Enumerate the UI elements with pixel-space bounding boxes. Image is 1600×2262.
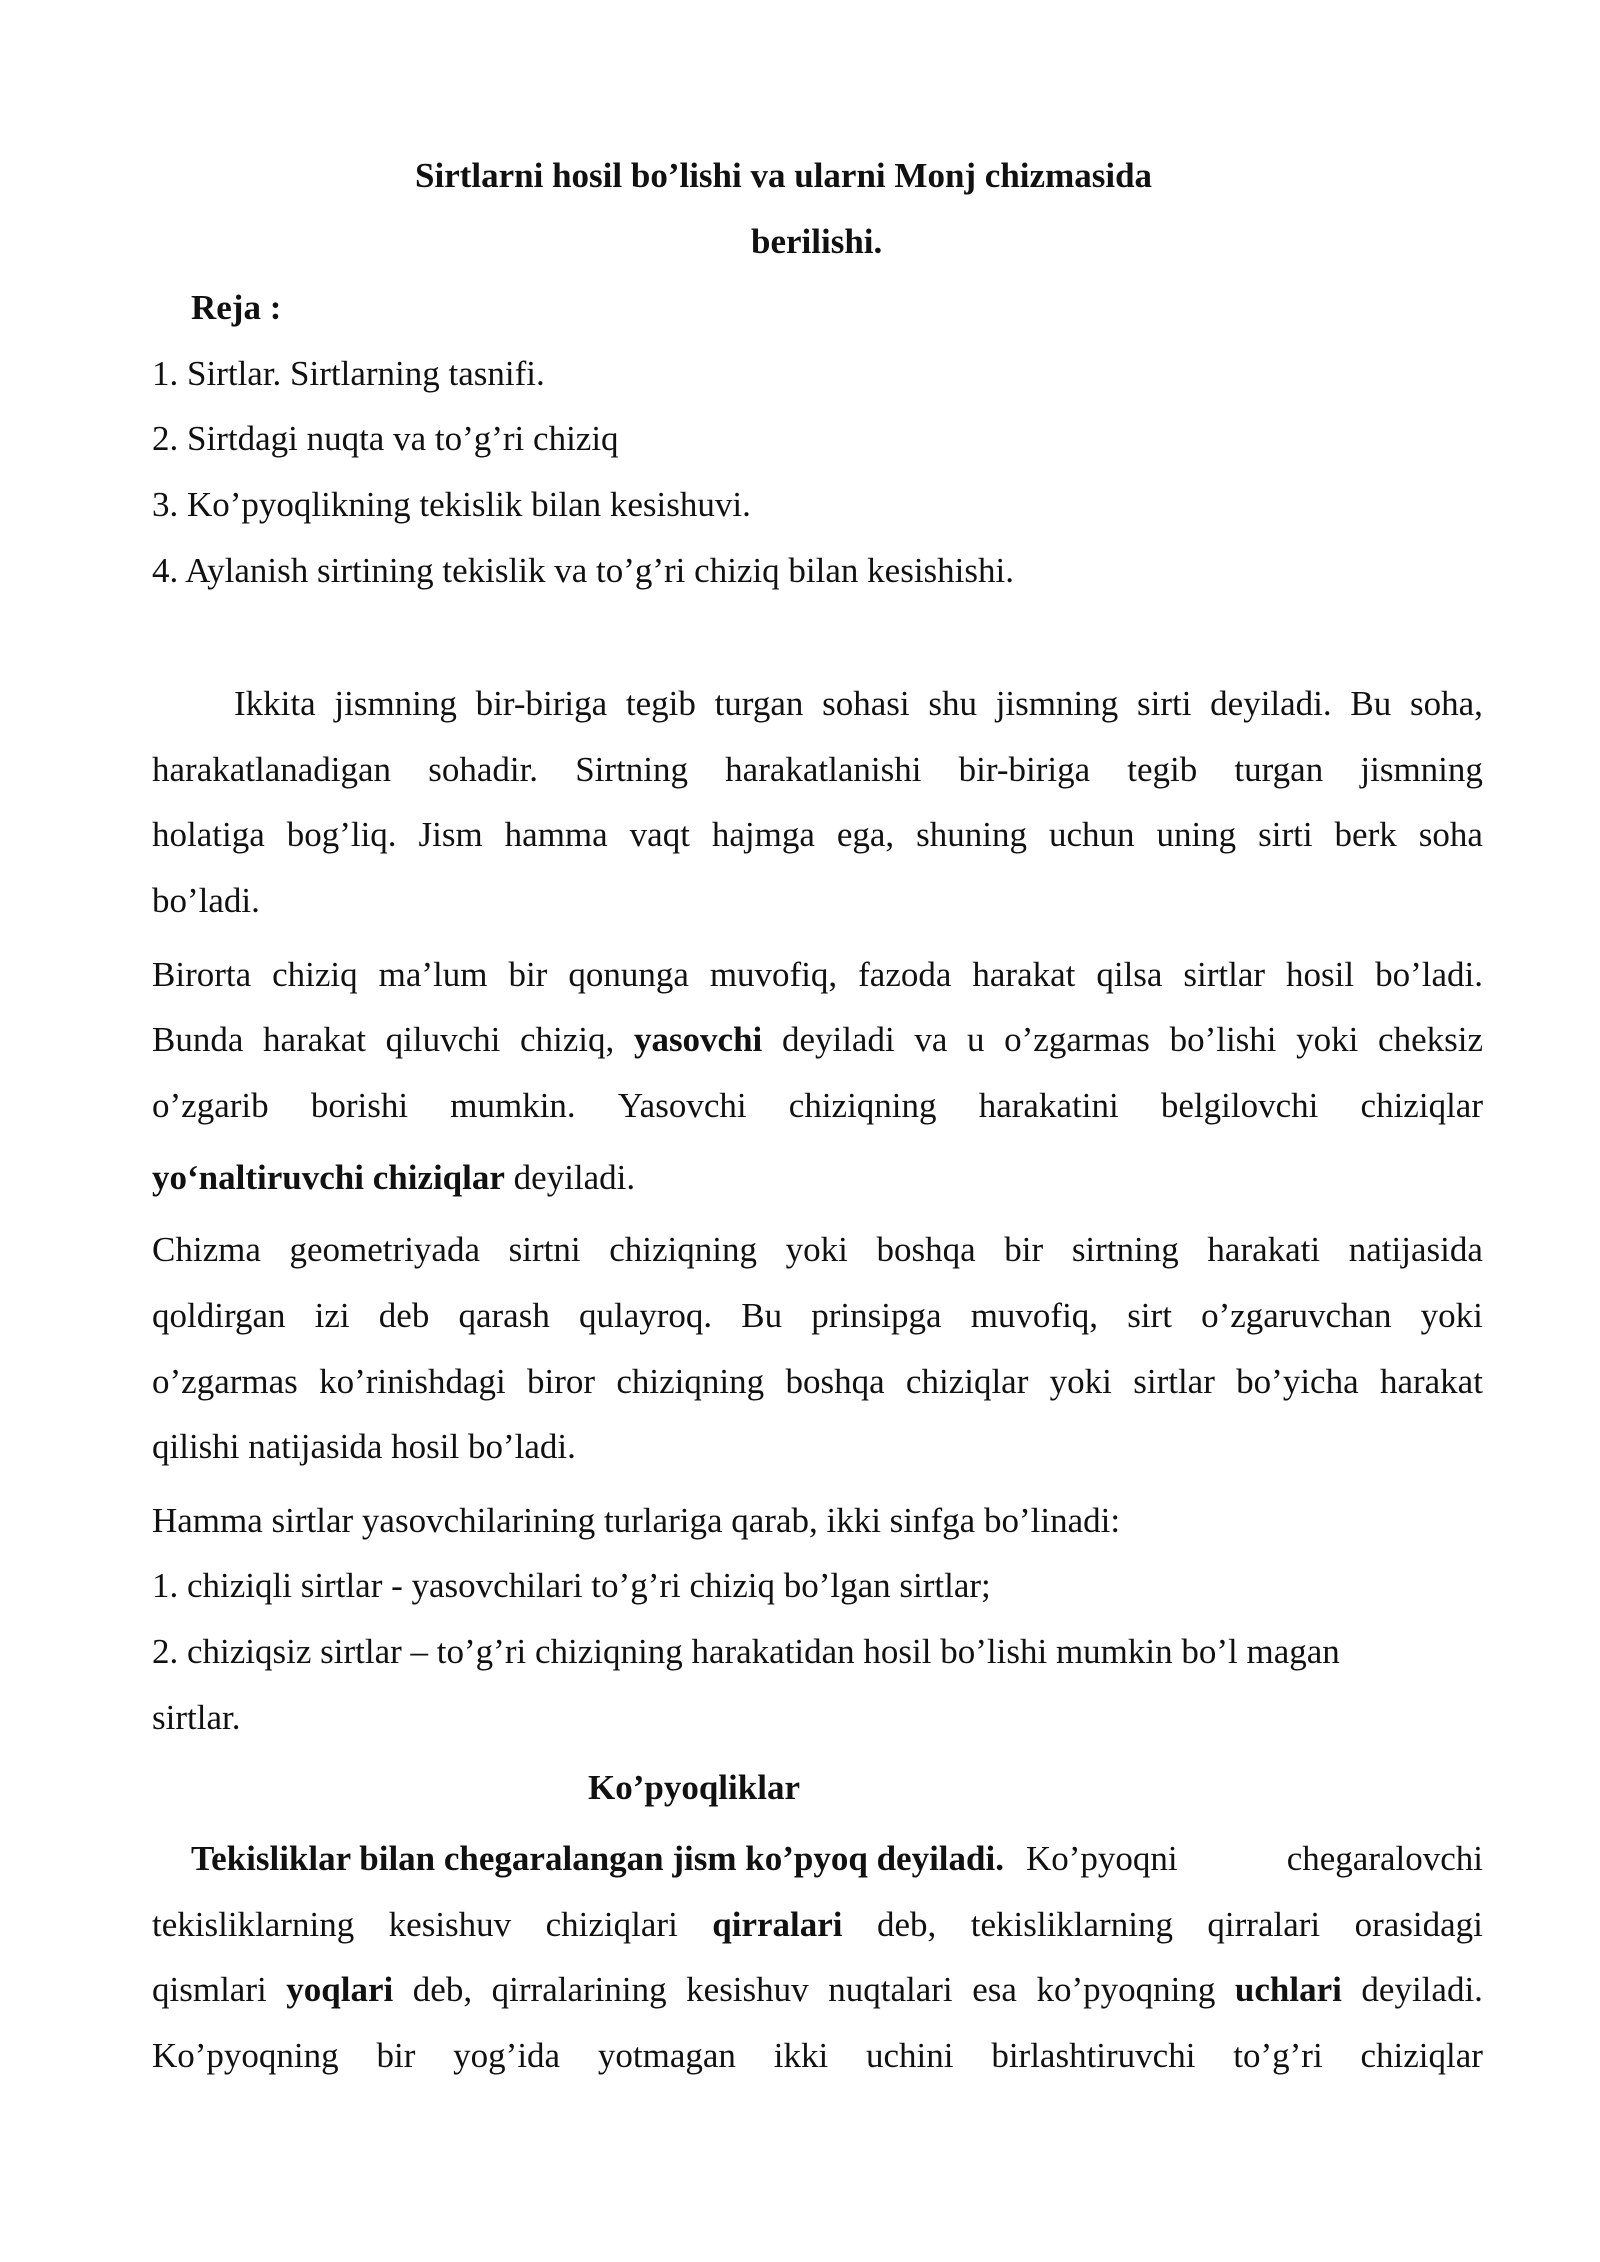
word: sirtlar: [1183, 955, 1266, 994]
paragraph-4-item-1: 1. chiziqli sirtlar - yasovchilari to’g’ri chiziq bo’lgan sirtlar;: [152, 1566, 991, 1605]
word: qiluvchi: [385, 1020, 501, 1059]
word: birlashtiruvchi: [991, 2036, 1196, 2075]
word: qonunga: [568, 955, 689, 994]
word: vaqt: [629, 815, 690, 854]
word: deyiladi.: [1361, 1970, 1483, 2009]
word: kesishuv: [388, 1905, 512, 1944]
word: o’zgarmas: [152, 1362, 298, 1401]
paragraph-5-line-1: [191, 1841, 1483, 1876]
word: yoki: [1420, 1296, 1483, 1335]
word: Jism: [418, 815, 483, 854]
word: bo’lishi: [1169, 1020, 1277, 1059]
word: uchun: [1048, 815, 1135, 854]
word: bo’yicha: [1236, 1362, 1359, 1401]
title-line-2: berilishi.: [751, 222, 883, 261]
word: deb,: [412, 1970, 473, 2009]
word: biror: [527, 1362, 596, 1401]
word: kesishuv: [686, 1970, 809, 2009]
word: shuning: [916, 815, 1027, 854]
word: uchini: [866, 2036, 954, 2075]
word: borishi: [310, 1086, 409, 1125]
term-yonaltiruvchi: yoʻnaltiruvchi chiziqlar: [152, 1158, 505, 1197]
word: geometriyada: [289, 1230, 480, 1269]
plan-item-1: 1. Sirtlar. Sirtlarning tasnifi.: [152, 354, 545, 393]
word: u: [967, 1020, 985, 1059]
word: ma’lum: [378, 955, 488, 994]
word: qismlari: [152, 1970, 267, 2009]
word: Bu: [741, 1296, 783, 1335]
word: chiziqning: [788, 1086, 937, 1125]
word: bir: [376, 2036, 416, 2075]
word: tegib: [1127, 750, 1198, 789]
word: jismning: [334, 684, 457, 723]
paragraph-1-line-2: [152, 752, 1483, 787]
word: bo’ladi.: [1375, 955, 1483, 994]
word: bir-biriga: [958, 750, 1091, 789]
word: tekisliklarning: [152, 1905, 355, 1944]
paragraph-2-line-3: [152, 1088, 1483, 1123]
word: qarash: [458, 1296, 550, 1335]
word: ko’pyoqning: [1036, 1970, 1216, 2009]
word: chiziq: [272, 955, 358, 994]
word: boshqa: [785, 1362, 885, 1401]
word: prinsipga: [811, 1296, 942, 1335]
word: harakatlanishi: [725, 750, 922, 789]
word: boshqa: [876, 1230, 976, 1269]
word: yoki: [1296, 1020, 1359, 1059]
word: Birorta: [152, 955, 252, 994]
word: Ikkita: [234, 684, 316, 723]
word: shu: [928, 684, 977, 723]
word: qirralari: [1207, 1905, 1321, 1944]
paragraph-5-line-2: [152, 1907, 1483, 1942]
paragraph-1-line-1: [234, 686, 1483, 721]
p5-definition: Tekisliklar bilan chegaralangan jism ko’pyoq deyiladi.: [191, 1839, 1004, 1878]
section-heading: Ko’pyoqliklar: [588, 1768, 800, 1807]
paragraph-5-line-4: [152, 2038, 1483, 2073]
word: va: [914, 1020, 948, 1059]
title-line-1: Sirtlarni hosil bo’lishi va ularni Monj chizmasida: [415, 156, 1153, 195]
plan-label: Reja :: [191, 288, 282, 327]
word: muvofiq,: [709, 955, 838, 994]
word: chiziqning: [609, 1230, 757, 1269]
word: Bunda: [152, 1020, 244, 1059]
word: chiziqlar: [905, 1362, 1029, 1401]
p5-l1-post: [1026, 1841, 1483, 1876]
word: hosil: [1286, 955, 1355, 994]
word: esa: [972, 1970, 1017, 2009]
paragraph-3-line-1: [152, 1232, 1483, 1267]
word: tekisliklarning: [970, 1905, 1173, 1944]
word: chegaralovchi: [1286, 1839, 1483, 1878]
word: tegib: [625, 684, 696, 723]
paragraph-5-line-3: [152, 1972, 1483, 2007]
word: fazoda: [858, 955, 952, 994]
paragraph-1-line-4: bo’ladi.: [152, 881, 260, 920]
word: Sirtning: [575, 750, 689, 789]
word: o’zgarmas: [1004, 1020, 1150, 1059]
paragraph-3-line-3: [152, 1364, 1483, 1399]
word: jismning: [995, 684, 1119, 723]
word: chiziqning: [616, 1362, 765, 1401]
word: Bu: [1350, 684, 1392, 723]
word: bir-biriga: [475, 684, 608, 723]
word: sohadir.: [428, 750, 539, 789]
word: berk: [1334, 815, 1397, 854]
word: harakat: [972, 955, 1076, 994]
word: yotmagan: [597, 2036, 736, 2075]
word: yoki: [1049, 1362, 1112, 1401]
word: deyiladi: [781, 1020, 895, 1059]
word: orasidagi: [1354, 1905, 1483, 1944]
word: Chizma: [152, 1230, 261, 1269]
word: nuqtalari: [828, 1970, 953, 2009]
word: belgilovchi: [1160, 1086, 1319, 1125]
word: harakat: [263, 1020, 367, 1059]
word: cheksiz: [1378, 1020, 1483, 1059]
word: ega,: [836, 815, 895, 854]
word: sirti: [1136, 684, 1192, 723]
word: sirti: [1258, 815, 1313, 854]
word: harakat: [1379, 1362, 1483, 1401]
word: chiziqlar: [1360, 2036, 1483, 2075]
word: sirtni: [508, 1230, 581, 1269]
word: to’g’ri: [1233, 2036, 1323, 2075]
word: Ko’pyoqning: [152, 2036, 339, 2075]
word: qirralarining: [491, 1970, 667, 2009]
word: sohasi: [822, 684, 910, 723]
word: izi: [314, 1296, 350, 1335]
paragraph-4-intro: Hamma sirtlar yasovchilarining turlariga qarab, ikki sinfga bo’linadi:: [152, 1501, 1121, 1540]
word: qulayroq.: [578, 1296, 713, 1335]
word: uning: [1156, 815, 1237, 854]
word: soha: [1418, 815, 1483, 854]
word: soha,: [1409, 684, 1483, 723]
word: chiziqlari: [545, 1905, 678, 1944]
word: deb,: [876, 1905, 937, 1944]
word: qoldirgan: [152, 1296, 286, 1335]
word: yoqlari: [286, 1970, 394, 2009]
word: natijasida: [1348, 1230, 1483, 1269]
word: Yasovchi: [617, 1086, 747, 1125]
word: chiziqlar: [1360, 1086, 1483, 1125]
paragraph-1-line-3: [152, 817, 1483, 852]
word: hamma: [504, 815, 608, 854]
word: yasovchi: [633, 1020, 763, 1059]
word: mumkin.: [450, 1086, 576, 1125]
paragraph-4-item-2b: sirtlar.: [152, 1698, 241, 1737]
word: harakati: [1207, 1230, 1321, 1269]
word: chiziq,: [520, 1020, 615, 1059]
paragraph-2-line-2: [152, 1022, 1483, 1057]
paragraph-3-line-4: qilishi natijasida hosil bo’ladi.: [152, 1427, 576, 1466]
plan-item-4: 4. Aylanish sirtining tekislik va to’g’ri chiziq bilan kesishishi.: [152, 551, 1014, 590]
word: qirralari: [712, 1905, 843, 1944]
word: jismning: [1360, 750, 1483, 789]
word: sirtlar: [1133, 1362, 1215, 1401]
word: harakatlanadigan: [152, 750, 392, 789]
p2-l4-post: deyiladi.: [504, 1158, 636, 1197]
word: ko’rinishdagi: [319, 1362, 506, 1401]
paragraph-4-item-2a: 2. chiziqsiz sirtlar – to’g’ri chiziqning harakatidan hosil bo’lishi mumkin bo’l magan: [152, 1632, 1340, 1671]
word: bir: [1004, 1230, 1044, 1269]
word: sirtning: [1071, 1230, 1179, 1269]
word: yog’ida: [453, 2036, 561, 2075]
paragraph-3-line-2: [152, 1298, 1483, 1333]
word: yoki: [785, 1230, 848, 1269]
word: holatiga: [152, 815, 265, 854]
word: bog’liq.: [286, 815, 397, 854]
word: harakatini: [978, 1086, 1119, 1125]
word: o’zgaruvchan: [1201, 1296, 1392, 1335]
word: qilsa: [1096, 955, 1163, 994]
word: sirt: [1127, 1296, 1172, 1335]
word: muvofiq,: [970, 1296, 1099, 1335]
word: Ko’pyoqni: [1025, 1839, 1178, 1878]
word: turgan: [1234, 750, 1324, 789]
paragraph-2-line-1: [152, 957, 1483, 992]
paragraph-2-line-4: [152, 1160, 635, 1195]
word: bir: [508, 955, 548, 994]
plan-item-2: 2. Sirtdagi nuqta va to’g’ri chiziq: [152, 419, 619, 458]
word: ikki: [773, 2036, 829, 2075]
word: deyiladi.: [1210, 684, 1332, 723]
word: o’zgarib: [152, 1086, 269, 1125]
word: turgan: [714, 684, 804, 723]
word: hajmga: [711, 815, 815, 854]
word: uchlari: [1234, 1970, 1342, 2009]
plan-item-3: 3. Ko’pyoqlikning tekislik bilan kesishuvi.: [152, 485, 751, 524]
word: deb: [378, 1296, 430, 1335]
